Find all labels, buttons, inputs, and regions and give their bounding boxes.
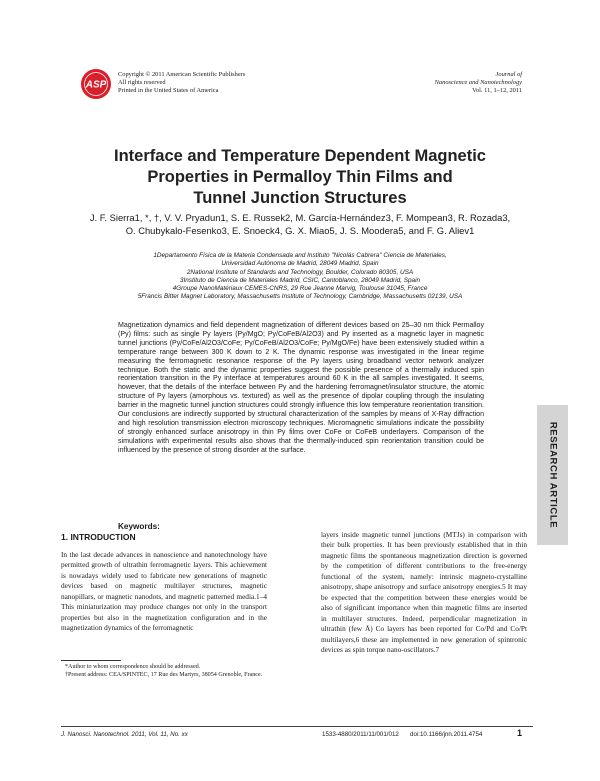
paper-title	[0, 146, 600, 209]
footer-journal-citation: J. Nanosci. Nanotechnol. 2011, Vol. 11, No. xx	[61, 731, 188, 738]
footnote-divider	[61, 660, 121, 661]
affiliation-list	[60, 252, 540, 302]
journal-info	[435, 71, 522, 95]
author-line: O. Chubykalo-Fesenko3, E. Snoeck4, G. X. Miao5, J. S. Moodera5, and F. G. Aliev1	[125, 224, 475, 236]
footer-divider	[61, 726, 533, 727]
footnotes	[61, 664, 271, 680]
affiliation: 5Francis Bitter Magnet Laboratory, Massachusetts Institute of Technology, Cambridge, Massachusetts 02139, USA	[137, 293, 463, 301]
keywords-label: Keywords:	[118, 522, 160, 531]
affiliation: Universidad Autónoma de Madrid, 28049 Madrid, Spain	[221, 260, 379, 268]
footnote: †Present address: CEA/SPINTEC, 17 Rue des Martyrs, 38054 Grenoble, France.	[65, 671, 263, 678]
title-line: Tunnel Junction Structures	[193, 189, 407, 207]
journal-line: Journal of	[495, 71, 522, 78]
footnote: *Author to whom correspondence should be addressed.	[65, 664, 201, 670]
copyright-line: Copyright © 2011 American Scientific Publishers	[118, 71, 246, 78]
journal-name: Nanoscience and Nanotechnology	[434, 79, 522, 86]
article-type-label: RESEARCH ARTICLE	[547, 421, 558, 529]
author-line: J. F. Sierra1, *, †, V. V. Pryadun1, S. E. Russek2, M. García-Hernández3, F. Mompean3, R. Rozada3,	[89, 212, 511, 223]
body-column-right: layers inside magnetic tunnel junctions (MTJs) in comparison with their bulk properties. It has been previously established that in thin magnetic films the spontaneous magnetization direction is governed by the competition of different contributions to the free-energy functional of the system, namely: intrinsic magneto-crystalline anisotropy, shape anisotropy and surface anisotropy energies.5 It may be expected that the competition between these energies would be also of significant importance when thin magnetic films are inserted in multilayer structures. Indeed, perpendicular magnetization in ultrathin (few Å) Co layers has been reported for Co/Pd and Co/Pt multilayers,6 these are implemented in new generation of spintronic devices as spin torque nano-oscillators.7	[321, 530, 527, 654]
page-number: 1	[517, 728, 523, 738]
copyright-notice	[118, 71, 245, 95]
asp-logo	[80, 68, 112, 100]
affiliation: 2National Institute of Standards and Technology, Boulder, Colorado 80305, USA	[186, 268, 414, 276]
author-list	[60, 212, 540, 237]
section-heading: 1. INTRODUCTION	[61, 532, 136, 542]
footer-doi: doi:10.1166/jnn.2011.4754	[410, 731, 483, 738]
affiliation: 3Instituto de Ciencia de Materiales Madrid, CSIC, Cantoblanco, 28049 Madrid, Spain	[179, 276, 421, 284]
logo-text: ASP	[85, 79, 107, 91]
body-column-left: In the last decade advances in nanoscience and nanotechnology have permitted growth of ultrathin ferromagnetic layers. This achievement is nowadays widely used to fabricate new generations of magnetic devices based on magnetic multilayer structures, magnetic nanopillars, or magnetic nanodots, and magnetic patterned media.1–4 This miniaturization may produce changes not only in the transport properties but also in the magnetization configuration and in the magnetization dynamics of the ferromagnetic	[61, 550, 267, 633]
volume-info: Vol. 11, 1–12, 2011	[472, 87, 522, 94]
title-line: Interface and Temperature Dependent Magnetic	[114, 147, 486, 165]
title-line: Properties in Permalloy Thin Films and	[147, 168, 453, 186]
affiliation: 4Groupe NanoMatériaux CEMES-CNRS, 29 Rue Jeanne Marvig, Toulouse 31045, France	[172, 285, 428, 293]
footer-issn: 1533-4880/2011/11/001/012	[322, 731, 399, 738]
abstract: Magnetization dynamics and field dependent magnetization of different devices based on 25–30 nm thick Permalloy (Py) films: such as single Py layers (Py/MgO; Py/CoFeB/Al2O3) and Py inserted as a magnetic layer in magnetic tunnel junctions (Py/CoFe/Al2O3/CoFe; Py/CoFeB/Al2O3/CoFe; Py/MgO/Fe) have been extensively studied within a temperature range between 300 K down to 2 K. The dynamic response was investigated in the linear regime measuring the ferromagnetic resonance response of the Py layers using broadband vector network analyzer technique. Both the static and the dynamic properties suggest the possible presence of a thermally induced spin reorientation transition in the Py interface at temperatures around 60 K in the all samples investigated. It seems, however, that the details of the interface between Py and the hardening ferromagnet/insulator structure, the atomic structure of Py layers (amorphous vs. textured) as well as the presence of dipolar coupling through the insulating barrier in the magnetic tunnel junction structures could strongly influence this low temperature reorientation transition. Our conclusions are indirectly supported by structural characterization of the samples by means of X-Ray diffraction and high resolution transmission electron microscopy techniques. Micromagnetic simulations indicate the possibility of strongly enhanced surface anisotropy in thin Py films over CoFe or CoFeB underlayers. Comparison of the simulations with experimental results also shows that the thermally-induced spin reorientation transition could be influenced by the presence of strong disorder at the surface.	[118, 322, 484, 454]
article-type-tab	[537, 405, 568, 545]
copyright-line: All rights reserved	[118, 79, 166, 86]
copyright-line: Printed in the United States of America	[118, 87, 219, 94]
affiliation: 1Departamento Física de la Materia Condensada and Instituto "Nicolás Cabrera" Ciencia de Materiales,	[153, 252, 447, 259]
